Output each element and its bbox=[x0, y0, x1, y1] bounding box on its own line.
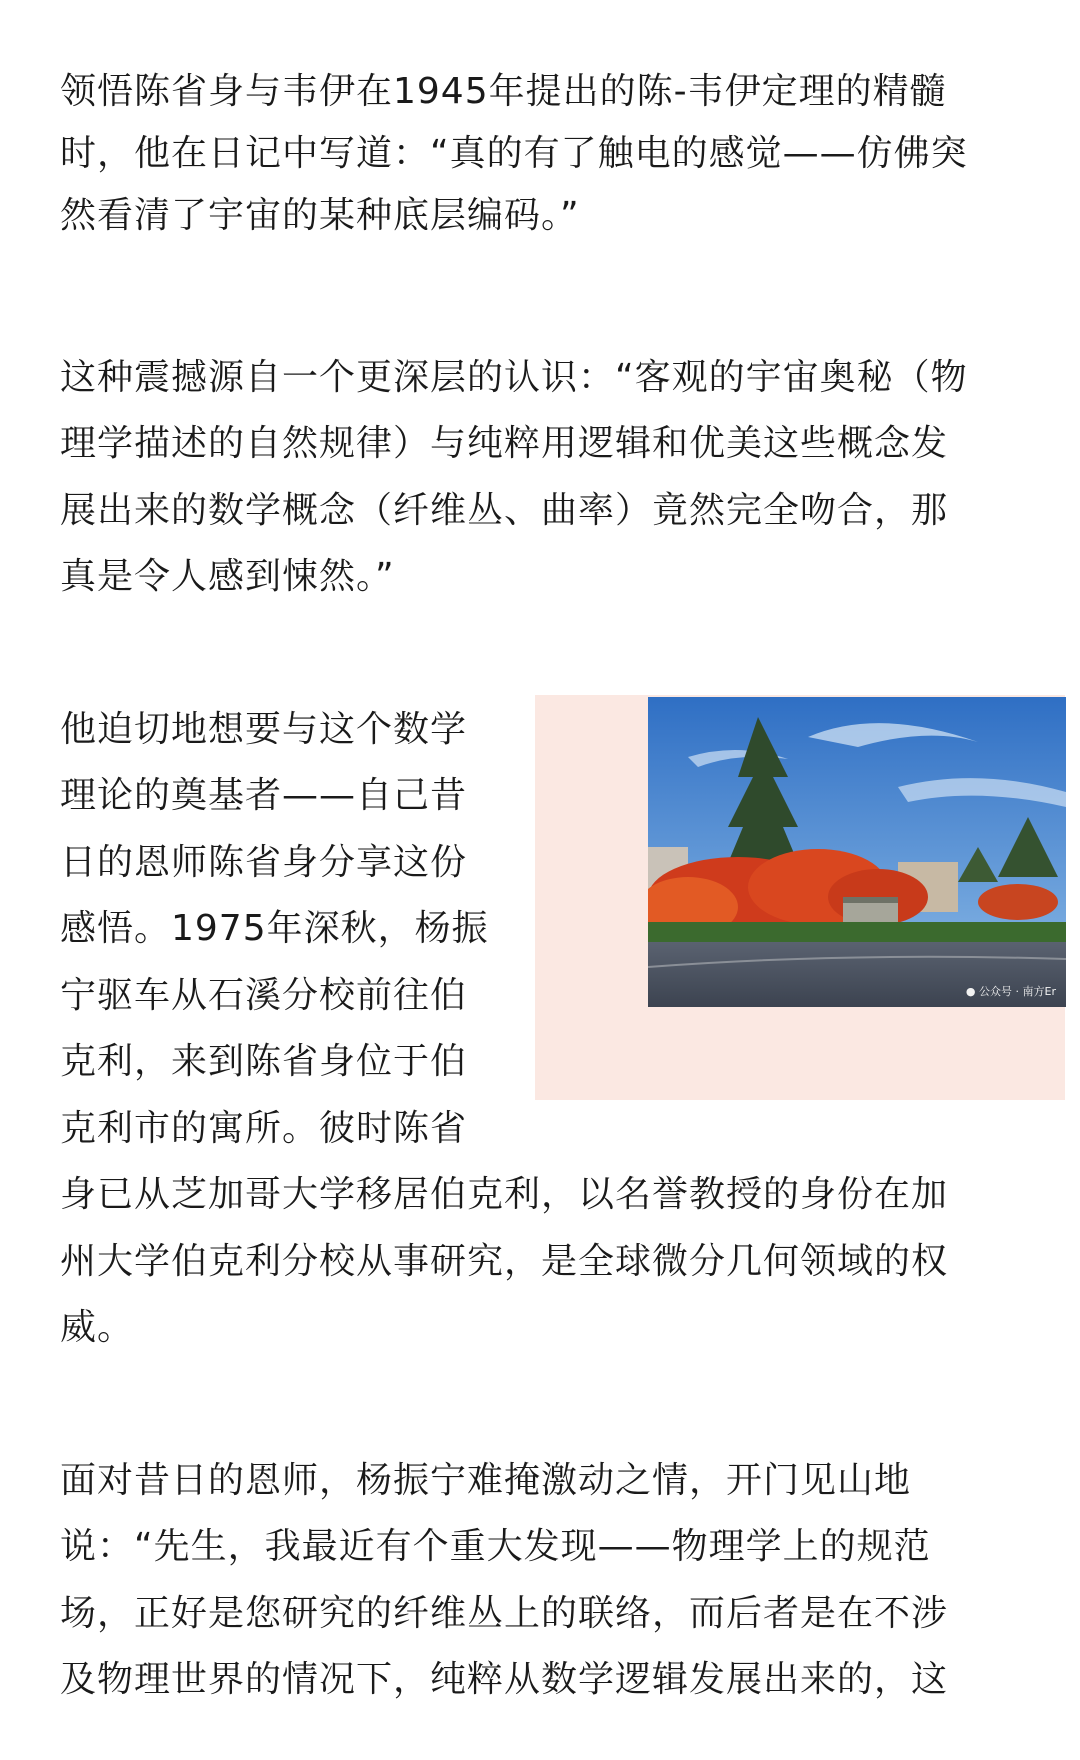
text-line: 领悟陈省身与韦伊在1945年提出的陈-韦伊定理的精髓 bbox=[60, 71, 947, 112]
text-line: 说：“先生，我最近有个重大发现——物理学上的规范 bbox=[60, 1526, 931, 1567]
text-line: 克利，来到陈省身位于伯 bbox=[60, 1041, 468, 1082]
text-line: 时，他在日记中写道：“真的有了触电的感觉——仿佛突 bbox=[60, 133, 968, 174]
text-line: 理学描述的自然规律）与纯粹用逻辑和优美这些概念发 bbox=[60, 423, 949, 464]
text-line: 州大学伯克利分校从事研究，是全球微分几何领域的权 bbox=[60, 1241, 949, 1282]
campus-photo bbox=[648, 697, 1066, 1007]
watermark-text: 公众号 · 南方Er bbox=[979, 985, 1056, 998]
text-line: 身已从芝加哥大学移居伯克利，以名誉教授的身份在加 bbox=[60, 1174, 949, 1215]
text-line: 他迫切地想要与这个数学 bbox=[60, 709, 468, 750]
text-line: 及物理世界的情况下，纯粹从数学逻辑发展出来的，这 bbox=[60, 1659, 949, 1700]
wechat-icon: ● bbox=[965, 985, 976, 998]
text-line: 这种震撼源自一个更深层的认识：“客观的宇宙奥秘（物 bbox=[60, 357, 968, 398]
text-line: 感悟。1975年深秋，杨振 bbox=[60, 908, 489, 949]
text-line: 展出来的数学概念（纤维丛、曲率）竟然完全吻合，那 bbox=[60, 490, 949, 531]
text-line: 威。 bbox=[60, 1307, 135, 1348]
text-line: 面对昔日的恩师，杨振宁难掩激动之情，开门见山地 bbox=[60, 1460, 912, 1501]
text-line: 场，正好是您研究的纤维丛上的联络，而后者是在不涉 bbox=[60, 1593, 949, 1634]
text-line: 宁驱车从石溪分校前往伯 bbox=[60, 975, 468, 1016]
text-line: 日的恩师陈省身分享这份 bbox=[60, 842, 468, 883]
watermark bbox=[966, 983, 1056, 999]
text-line: 克利市的寓所。彼时陈省 bbox=[60, 1108, 468, 1149]
text-line: 真是令人感到悚然。” bbox=[60, 556, 395, 597]
text-line: 理论的奠基者——自己昔 bbox=[60, 775, 468, 816]
text-line: 然看清了宇宙的某种底层编码。” bbox=[60, 195, 580, 236]
